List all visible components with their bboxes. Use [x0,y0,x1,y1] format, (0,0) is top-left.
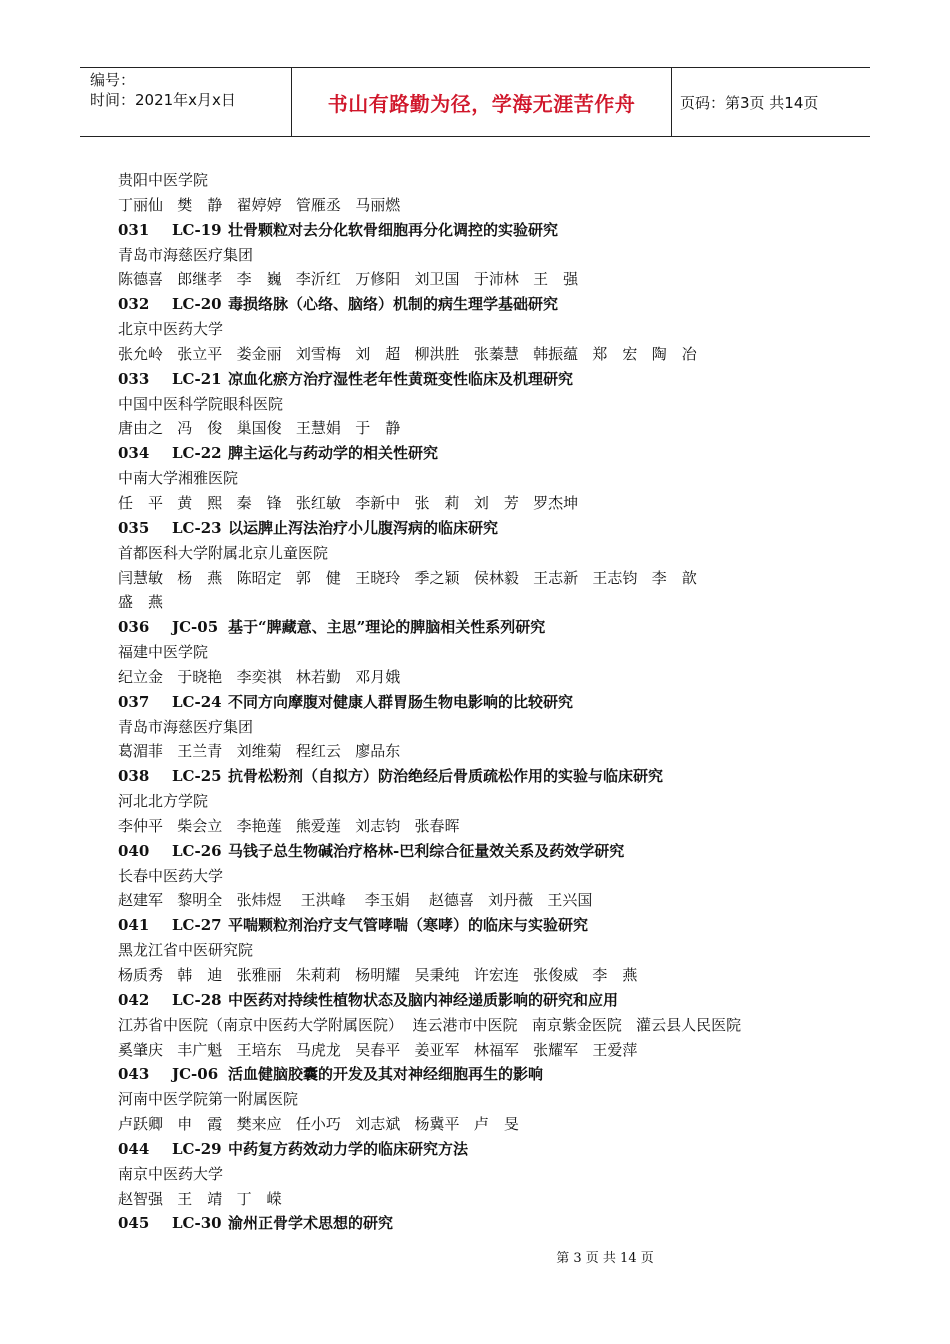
project-number: 031 [118,220,150,239]
text-line: 黑龙江省中医研究院 [118,941,254,960]
project-entry-heading [118,441,838,466]
project-entry-heading [118,367,838,392]
project-code: LC-21 [172,369,222,388]
project-code: LC-28 [172,990,222,1009]
page-header [80,67,870,137]
project-entry-heading [118,690,838,715]
project-entry-heading [118,988,838,1013]
document-number-label: 编号： [90,71,136,89]
text-line: 张允岭 张立平 娄金丽 刘雪梅 刘 超 柳洪胜 张蓁慧 韩振蕴 郑 宏 陶 冶 [118,344,697,363]
text-line: 卢跃卿 申 霞 樊来应 任小巧 刘志斌 杨冀平 卢 旻 [118,1115,519,1134]
text-line: 中南大学湘雅医院 [118,469,239,488]
project-number: 032 [118,295,150,314]
page-footer: 第 3 页 共 14 页 [556,1251,654,1266]
project-entry-heading [118,1211,838,1236]
text-line: 葛湄菲 王兰青 刘维菊 程红云 廖品东 [118,742,401,761]
project-number: 034 [118,444,150,463]
text-line: 任 平 黄 熙 秦 锋 张红敏 李新中 张 莉 刘 芳 罗杰坤 [118,493,579,512]
project-number: 043 [118,1065,150,1084]
project-code: LC-30 [172,1214,222,1233]
text-line: 贵阳中医学院 [118,171,209,189]
document-time-label: 时间：2021年x月x日 [90,91,236,109]
text-line: 长春中医药大学 [118,866,224,885]
project-entry-heading [118,218,838,243]
project-number: 037 [118,692,150,711]
project-title: 马钱子总生物碱治疗格林-巴利综合征量效关系及药效学研究 [228,841,625,860]
project-code: LC-26 [172,841,222,860]
project-entry-heading [118,292,838,317]
project-number: 044 [118,1139,150,1158]
project-code: LC-22 [172,444,222,463]
project-title: 毒损络脉（心络、脑络）机制的病生理学基础研究 [228,295,559,314]
project-title: 中医药对持续性植物状态及脑内神经递质影响的研究和应用 [228,990,619,1009]
project-title: 不同方向摩腹对健康人群胃肠生物电影响的比较研究 [228,692,574,711]
text-line: 唐由之 冯 俊 巢国俊 王慧娟 于 静 [118,419,401,438]
project-number: 042 [118,990,150,1009]
header-motto: 书山有路勤为径，学海无涯苦作舟 [292,68,672,136]
project-entry-heading [118,1137,838,1162]
text-line: 陈德喜 郎继孝 李 巍 李沂红 万修阳 刘卫国 于沛林 王 强 [118,270,579,289]
project-code: JC-05 [172,618,219,637]
text-line: 奚肇庆 丰广魁 王培东 马虎龙 吴春平 姜亚军 林福军 张耀军 王爱萍 [118,1040,638,1059]
project-number: 038 [118,767,150,786]
text-line: 南京中医药大学 [118,1164,224,1183]
project-title: 活血健脑胶囊的开发及其对神经细胞再生的影响 [228,1065,544,1084]
project-title: 中药复方药效动力学的临床研究方法 [228,1139,469,1158]
project-title: 渝州正骨学术思想的研究 [228,1214,394,1233]
text-line: 河南中医学院第一附属医院 [118,1090,299,1109]
project-title: 平喘颗粒剂治疗支气管哮喘（寒哮）的临床与实验研究 [228,916,589,935]
text-line: 青岛市海慈医疗集团 [118,245,254,264]
text-line: 河北北方学院 [118,792,209,811]
project-title: 以运脾止泻法治疗小儿腹泻病的临床研究 [228,518,499,537]
project-entry-heading [118,764,838,789]
text-line: 盛 燕 [118,593,164,612]
project-code: LC-24 [172,692,222,711]
project-title: 抗骨松粉剂（自拟方）防治绝经后骨质疏松作用的实验与临床研究 [228,767,664,786]
project-title: 凉血化瘀方治疗湿性老年性黄斑变性临床及机理研究 [228,369,574,388]
project-number: 041 [118,916,150,935]
project-number: 035 [118,518,150,537]
project-code: LC-20 [172,295,222,314]
header-page-number: 页码：第3页 共14页 [680,93,819,112]
text-line: 福建中医学院 [118,643,209,662]
document-body [118,168,838,1236]
project-code: LC-23 [172,518,222,537]
project-code: LC-29 [172,1139,222,1158]
text-line: 闫慧敏 杨 燕 陈昭定 郭 健 王晓玲 季之颖 侯林毅 王志新 王志钧 李 歆 [118,568,697,587]
project-title: 脾主运化与药动学的相关性研究 [228,444,439,463]
project-number: 033 [118,369,150,388]
project-number: 036 [118,618,150,637]
text-line: 首都医科大学附属北京儿童医院 [118,543,329,562]
project-number: 040 [118,841,150,860]
text-line: 赵智强 王 靖 丁 嵘 [118,1189,282,1208]
text-line: 丁丽仙 樊 静 翟婷婷 管雁丞 马丽燃 [118,195,401,214]
text-line: 中国中医科学院眼科医院 [118,394,284,413]
project-entry-heading [118,1062,838,1087]
text-line: 纪立金 于晓艳 李奕祺 林若勤 邓月娥 [118,667,401,686]
project-code: JC-06 [172,1065,219,1084]
project-number: 045 [118,1214,150,1233]
text-line: 李仲平 柴会立 李艳莲 熊爱莲 刘志钧 张春晖 [118,816,460,835]
text-line: 北京中医药大学 [118,320,224,339]
project-title: 壮骨颗粒对去分化软骨细胞再分化调控的实验研究 [228,220,559,239]
project-entry-heading [118,516,838,541]
project-entry-heading [118,839,838,864]
project-code: LC-27 [172,916,222,935]
project-code: LC-19 [172,220,222,239]
text-line: 赵建军 黎明全 张炜煜 王洪峰 李玉娟 赵德喜 刘丹薇 王兴国 [118,891,593,910]
text-line: 青岛市海慈医疗集团 [118,717,254,736]
project-entry-heading [118,913,838,938]
project-entry-heading [118,615,838,640]
text-line: 杨质秀 韩 迪 张雅丽 朱莉莉 杨明耀 吴秉纯 许宏连 张俊威 李 燕 [118,966,638,984]
header-meta [80,68,292,136]
text-line: 江苏省中医院（南京中医药大学附属医院） 连云港市中医院 南京紫金医院 灌云县人民医院 [118,1015,742,1034]
project-code: LC-25 [172,767,222,786]
project-title: 基于“脾藏意、主思”理论的脾脑相关性系列研究 [228,618,546,637]
